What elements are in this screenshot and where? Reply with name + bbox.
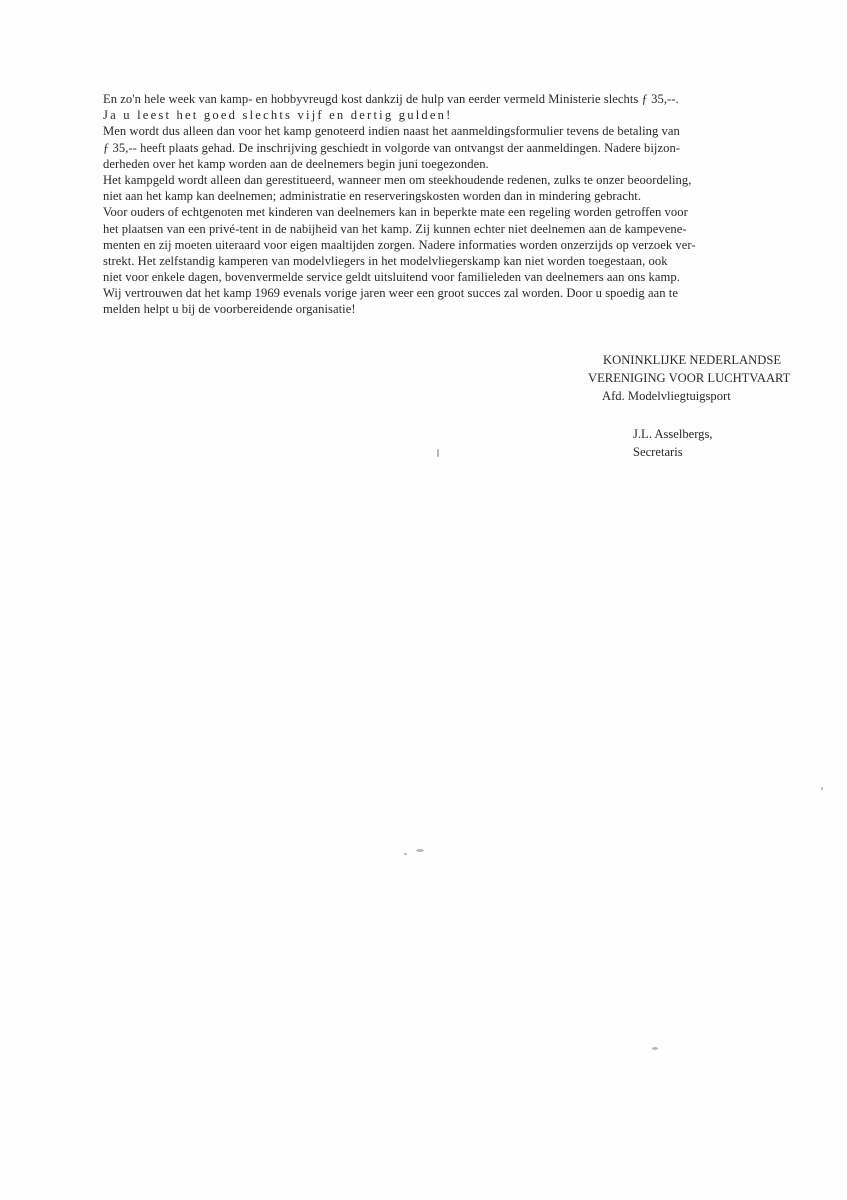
letter-line: Wij vertrouwen dat het kamp 1969 evenals vorige jaren weer een groot succes zal worden. Door u spoedig aan te — [103, 286, 678, 301]
letter-line: het plaatsen van een privé-tent in de nabijheid van het kamp. Zij kunnen echter niet deelnemen aan de kampevene- — [103, 221, 687, 236]
scan-speck — [821, 787, 823, 790]
letter-line: En zo'n hele week van kamp- en hobbyvreugd kost dankzij de hulp van eerder vermeld Ministerie slechts ƒ 35,--. — [103, 92, 679, 106]
scan-speck — [437, 449, 439, 457]
signatory — [633, 425, 713, 461]
letter-line: niet voor enkele dagen, bovenvermelde service geldt uitsluitend voor familieleden van deelnemers aan ons kamp. — [103, 270, 680, 285]
letter-line: Voor ouders of echtgenoten met kinderen van deelnemers kan in beperkte mate een regeling worden getroffen voor — [103, 205, 688, 220]
scan-speck — [416, 849, 424, 852]
letter-line: menten en zij moeten uiteraard voor eigen maaltijden zorgen. Nadere informaties worden onzerzijds op verzoek ver- — [103, 237, 696, 252]
letter-line: Het kampgeld wordt alleen dan gerestitueerd, wanneer men om steekhoudende redenen, zulks te onzer beoordeling, — [103, 172, 692, 187]
letter-line: melden helpt u bij de voorbereidende organisatie! — [103, 302, 356, 317]
signature-block — [588, 351, 790, 405]
letter-line: ƒ 35,-- heeft plaats gehad. De inschrijving geschiedt in volgorde van ontvangst der aanmeldingen. Nadere bijzon- — [103, 140, 681, 155]
organization-name-line-1: KONINKLIJKE NEDERLANDSE — [603, 353, 782, 367]
signatory-name: J.L. Asselbergs, — [633, 427, 713, 441]
organization-name-line-2: VERENIGING VOOR LUCHTVAART — [588, 371, 791, 385]
letter-line: derheden over het kamp worden aan de deelnemers begin juni toegezonden. — [103, 156, 489, 171]
letter-body — [103, 91, 783, 318]
scan-speck — [404, 853, 407, 855]
scan-speck — [652, 1047, 658, 1050]
organization-department: Afd. Modelvliegtuigsport — [602, 389, 731, 403]
letter-line: strekt. Het zelfstandig kamperen van modelvliegers in het modelvliegerskamp kan niet worden toegestaan, ook — [103, 253, 668, 268]
letter-line: Men wordt dus alleen dan voor het kamp genoteerd indien naast het aanmeldingsformulier tevens de betaling van — [103, 124, 680, 139]
letter-line: niet aan het kamp kan deelnemen; administratie en reserveringskosten worden dan in mindering gebracht. — [103, 189, 642, 204]
letter-line-emphasis: Ja u leest het goed slechts vijf en dertig gulden! — [103, 108, 453, 123]
signatory-title: Secretaris — [633, 445, 683, 459]
